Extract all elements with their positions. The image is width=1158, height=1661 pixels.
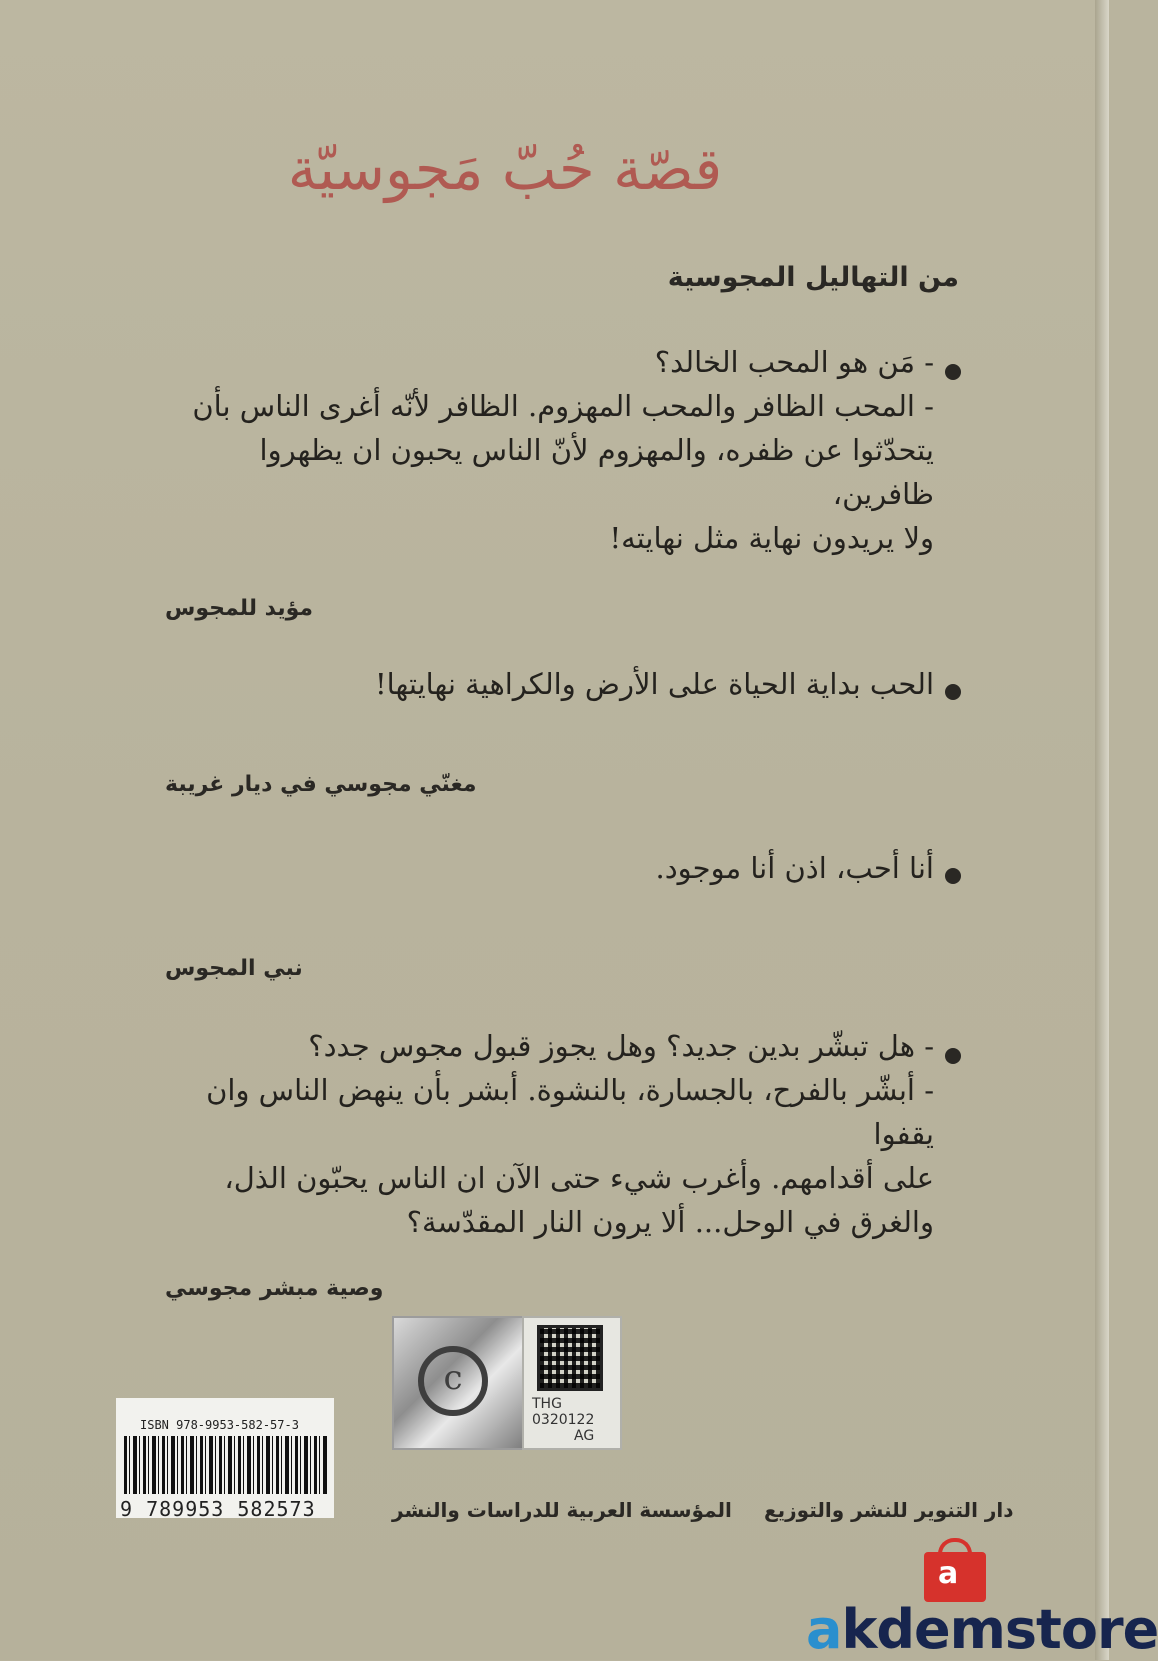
passage-line: الحب بداية الحياة على الأرض والكراهية نهايتها!: [374, 667, 934, 701]
passage-line: يتحدّثوا عن ظفره، والمهزوم لأنّ الناس يحبون ان يظهروا ظافرين،: [259, 433, 934, 511]
publisher-right: دار التنوير للنشر والتوزيع: [764, 1498, 1014, 1522]
qr-label: [522, 1316, 622, 1450]
attribution-1: مؤيد للمجوس: [165, 596, 314, 621]
section-heading: من التهاليل المجوسية: [667, 262, 959, 293]
logo-name: kdemstore: [841, 1598, 1158, 1661]
passage-line: - أبشّر بالفرح، بالجسارة، بالنشوة. أبشر بأن ينهض الناس وان يقفوا: [206, 1073, 934, 1151]
passage-line: ولا يريدون نهاية مثل نهايته!: [609, 521, 934, 555]
passage-line: على أقدامهم. وأغرب شيء حتى الآن ان الناس يحبّون الذل،: [224, 1161, 934, 1195]
barcode-digits: 9 789953 582573: [120, 1497, 316, 1521]
sticker-code-3: AG: [574, 1428, 595, 1444]
logo-icon-letter: a: [938, 1556, 959, 1591]
bullet-point: [945, 684, 961, 700]
bullet-point: [945, 868, 961, 884]
attribution-4: وصية مبشر مجوسي: [165, 1276, 384, 1301]
attribution-2: مغنّي مجوسي في ديار غريبة: [165, 772, 477, 797]
shopping-bag-icon: [924, 1552, 986, 1602]
page-edge: [1095, 0, 1109, 1660]
bullet-point: [945, 1048, 961, 1064]
logo-accent: a: [806, 1598, 842, 1661]
passage-3: [154, 846, 934, 890]
passage-line: أنا أحب، اذن أنا موجود.: [655, 851, 934, 885]
book-title: قصّة حُبّ مَجوسيّة: [287, 135, 723, 203]
hologram-logo-icon: c: [418, 1346, 488, 1416]
passage-4: [154, 1024, 934, 1244]
passage-2: [154, 662, 934, 706]
barcode-icon: [124, 1436, 328, 1494]
sticker-code-1: THG: [532, 1396, 562, 1412]
hologram-sticker: [392, 1316, 526, 1450]
passage-line: - المحب الظافر والمحب المهزوم. الظافر لأنّه أغرى الناس بأن: [192, 389, 934, 423]
attribution-3: نبي المجوس: [165, 956, 303, 981]
isbn-label: ISBN 978-9953-582-57-3: [140, 1418, 299, 1432]
passage-line: - هل تبشّر بدين جديد؟ وهل يجوز قبول مجوس جدد؟: [308, 1029, 934, 1063]
publisher-left: المؤسسة العربية للدراسات والنشر: [392, 1498, 732, 1522]
passage-line: والغرق في الوحل... ألا يرون النار المقدّسة؟: [406, 1205, 934, 1239]
bullet-point: [945, 364, 961, 380]
passage-1: [154, 340, 934, 560]
sticker-code-2: 0320122: [532, 1412, 595, 1428]
passage-line: - مَن هو المحب الخالد؟: [654, 345, 934, 379]
store-logo: [806, 1598, 1158, 1661]
qr-code-icon: [540, 1328, 600, 1388]
